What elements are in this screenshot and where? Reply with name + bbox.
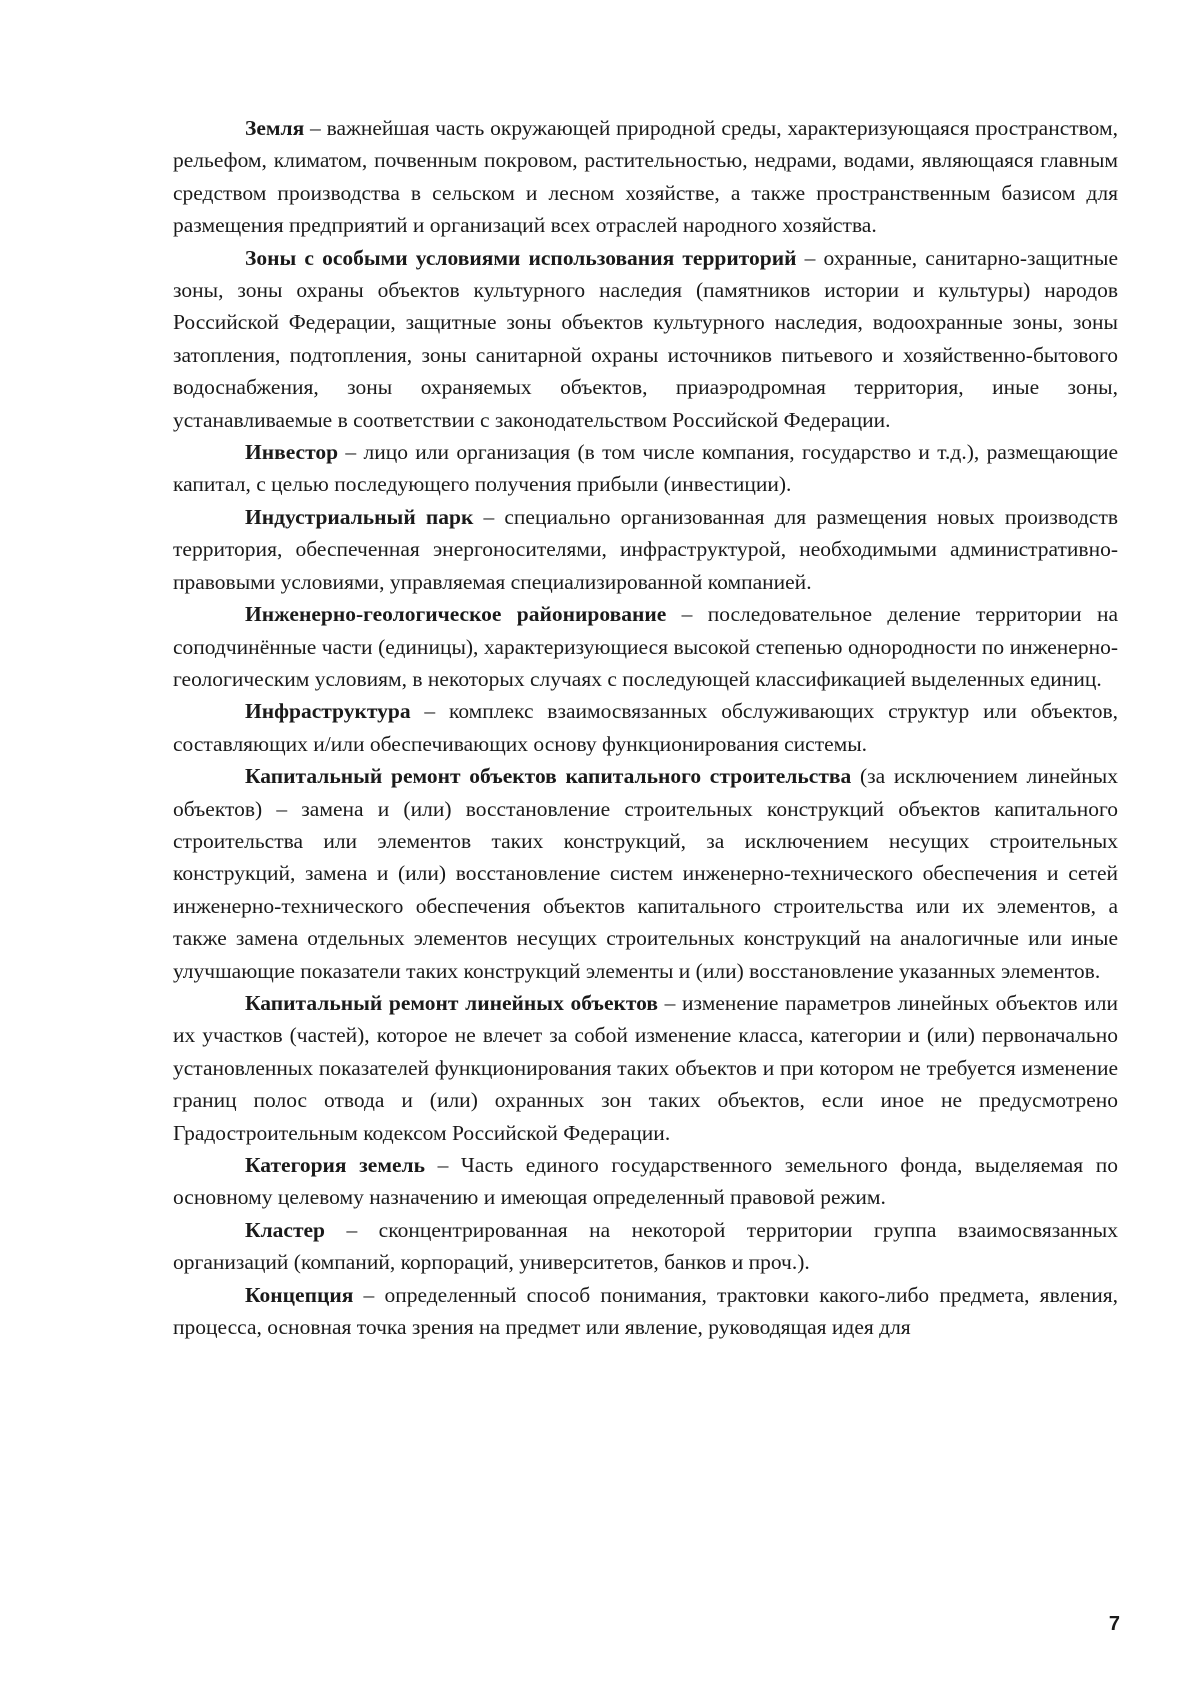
definition: – изменение параметров линейных объектов или их участков (частей), которое не влечет за собой изменение класса, категории и (или) первоначально установленных показателей функционирования таких объектов и при котором не требуется изменение границ полос отвода и (или) охранных зон таких объектов, если иное не предусмотрено Градостроительным кодексом Российской Федерации.	[173, 990, 1119, 1145]
glossary-entry-zony	[173, 242, 1118, 436]
glossary-entry-industrial-park	[173, 501, 1118, 598]
definition: (за исключением линейных объектов) – замена и (или) восстановление строительных конструкций объектов капитального строительства или элементов таких конструкций, за исключением несущих строительных конструкций, замена и (или) восстановление систем инженерно-технического обеспечения и сетей инженерно-технического обеспечения объектов капитального строительства или их элементов, а также замена отдельных элементов несущих строительных конструкций на аналогичные или иные улучшающие показатели таких конструкций элементы и (или) восстановление указанных элементов.	[173, 764, 1118, 983]
glossary-entry-cluster	[173, 1214, 1118, 1279]
term: Земля	[245, 116, 305, 140]
glossary-entry-investor	[173, 436, 1118, 501]
definition: – определенный способ понимания, трактовки какого-либо предмета, явления, процесса, основная точка зрения на предмет или явление, руководящая идея для	[173, 1282, 1118, 1340]
term: Капитальный ремонт линейных объектов	[245, 990, 658, 1015]
glossary-entry-zoning	[173, 598, 1118, 695]
term: Индустриальный парк	[245, 504, 474, 529]
term: Категория земель	[245, 1153, 425, 1177]
definition: – важнейшая часть окружающей природной среды, характеризующаяся пространством, рельефом, климатом, почвенным покровом, растительностью, недрами, водами, являющаяся главным средством производства в сельском и лесном хозяйстве, а также пространственным базисом для размещения предприятий и организаций всех отраслей народного хозяйства.	[173, 116, 1118, 238]
term: Инженерно-геологическое районирование	[245, 602, 667, 627]
definition: – комплекс взаимосвязанных обслуживающих структур или объектов, составляющих и/или обеспечивающих основу функционирования системы.	[173, 699, 1118, 756]
term: Кластер	[245, 1217, 326, 1242]
glossary-entry-infrastructure	[173, 695, 1118, 760]
glossary-entry-concept	[173, 1279, 1118, 1344]
term: Капитальный ремонт объектов капитального строительства	[245, 764, 852, 789]
definition: – специально организованная для размещения новых производств территория, обеспеченная энергоносителями, инфраструктурой, необходимыми административно-правовыми условиями, управляемая специализированной компанией.	[173, 504, 1118, 594]
term: Концепция	[245, 1282, 354, 1307]
page-number: 7	[1108, 1613, 1120, 1635]
glossary-entry-zemlya	[173, 112, 1118, 242]
definition: – сконцентрированная на некоторой территории группа взаимосвязанных организаций (компаний, корпораций, университетов, банков и проч.).	[173, 1217, 1118, 1275]
term: Зоны с особыми условиями использования территорий	[245, 245, 797, 270]
glossary-text	[173, 112, 1118, 1343]
definition: – охранные, санитарно-защитные зоны, зоны охраны объектов культурного наследия (памятников истории и культуры) народов Российской Федерации, защитные зоны объектов культурного наследия, водоохранные зоны, зоны затопления, подтопления, зоны санитарной охраны источников питьевого и хозяйственно-бытового водоснабжения, зоны охраняемых объектов, приаэродромная территория, иные зоны, устанавливаемые в соответствии с законодательством Российской Федерации.	[173, 245, 1118, 432]
term: Инвестор	[245, 440, 339, 465]
term: Инфраструктура	[245, 699, 411, 724]
glossary-entry-capital-repair-buildings	[173, 760, 1118, 987]
glossary-entry-land-category	[173, 1149, 1118, 1214]
glossary-entry-capital-repair-linear	[173, 987, 1118, 1149]
definition: – лицо или организация (в том числе компания, государство и т.д.), размещающие капитал, с целью последующего получения прибыли (инвестиции).	[173, 440, 1118, 497]
definition: – последовательное деление территории на соподчинённые части (единицы), характеризующиеся высокой степенью однородности по инженерно-геологическим условиям, в некоторых случаях с последующей классификацией выделенных единиц.	[173, 602, 1118, 691]
definition: – Часть единого государственного земельного фонда, выделяемая по основному целевому назначению и имеющая определенный правовой режим.	[173, 1153, 1118, 1210]
